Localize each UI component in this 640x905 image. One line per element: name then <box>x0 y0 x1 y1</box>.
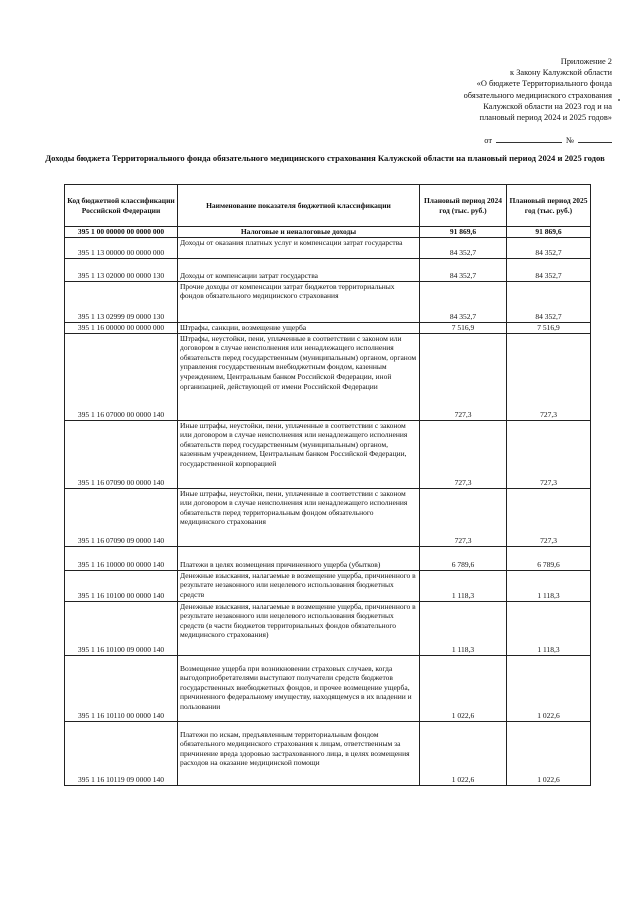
header-code: Код бюджетной классификации Российской Федерации <box>65 185 178 227</box>
row-value-2024: 6 789,6 <box>420 546 507 570</box>
row-code: 395 1 16 10100 09 0000 140 <box>65 601 178 655</box>
row-code: 395 1 16 10110 00 0000 140 <box>65 655 178 721</box>
row-name: Платежи по искам, предъявленным территориальным фондом обязательного медицинского страхования к лицам, ответственным за причинение вреда здоровью застрахованного лица, в целях возмещения расходов на оказание медицинской помощи <box>178 721 420 785</box>
row-value-2025: 91 869,6 <box>507 227 591 238</box>
row-code: 395 1 16 10000 00 0000 140 <box>65 546 178 570</box>
row-name: Иные штрафы, неустойки, пени, уплаченные в соответствии с законом или договором в случае неисполнения или ненадлежащего исполнения обязательств перед территориальным фондом обязательного медицинского страхования <box>178 488 420 546</box>
table-row <box>65 546 591 570</box>
row-value-2025: 7 516,9 <box>507 322 591 333</box>
row-value-2025: 1 022,6 <box>507 655 591 721</box>
row-code: 395 1 16 00000 00 0000 000 <box>65 322 178 333</box>
row-name: Доходы от оказания платных услуг и компенсации затрат государства <box>178 237 420 258</box>
row-name: Платежи в целях возмещения причиненного ущерба (убытков) <box>178 546 420 570</box>
row-code: 395 1 16 07090 09 0000 140 <box>65 488 178 546</box>
row-value-2025: 1 022,6 <box>507 721 591 785</box>
row-value-2024: 91 869,6 <box>420 227 507 238</box>
row-name: Доходы от компенсации затрат государства <box>178 258 420 281</box>
row-name: Налоговые и неналоговые доходы <box>178 227 420 238</box>
row-code: 395 1 16 10100 00 0000 140 <box>65 570 178 601</box>
table-row <box>65 488 591 546</box>
table-row <box>65 420 591 488</box>
table-row <box>65 322 591 333</box>
row-code: 395 1 16 07000 00 0000 140 <box>65 333 178 420</box>
row-value-2025: 727,3 <box>507 333 591 420</box>
table-row <box>65 227 591 238</box>
row-value-2025: 1 118,3 <box>507 601 591 655</box>
table-row <box>65 237 591 258</box>
row-code: 395 1 13 02000 00 0000 130 <box>65 258 178 281</box>
scan-speck <box>618 99 620 101</box>
appendix-line-2: к Закону Калужской области <box>510 68 612 78</box>
appendix-line-5: Калужской области на 2023 год и на <box>483 101 612 111</box>
row-value-2024: 84 352,7 <box>420 258 507 281</box>
row-value-2024: 727,3 <box>420 488 507 546</box>
row-value-2024: 1 022,6 <box>420 721 507 785</box>
row-code: 395 1 13 00000 00 0000 000 <box>65 237 178 258</box>
appendix-line-3: «О бюджете Территориального фонда <box>476 79 612 89</box>
table-row <box>65 601 591 655</box>
appendix-line-1: Приложение 2 <box>560 57 612 66</box>
row-name: Иные штрафы, неустойки, пени, уплаченные в соответствии с законом или договором в случае неисполнения или ненадлежащего исполнения обязательств перед государственным (муниципальным) органом, казенным учреждением, Центральным банком Российской Федерации, государственной корпорацией <box>178 420 420 488</box>
row-value-2025: 84 352,7 <box>507 258 591 281</box>
row-name: Штрафы, неустойки, пени, уплаченные в соответствии с законом или договором в случае неисполнения или ненадлежащего исполнения обязательств перед государственным (муниципальным) органом, органом управления государственным внебюджетным фондом, казенным учреждением, Центральным банком Российской Федерации, иной организацией, действующей от имени Российской Федерации <box>178 333 420 420</box>
table-header-row <box>65 185 591 227</box>
row-value-2024: 84 352,7 <box>420 237 507 258</box>
row-value-2024: 84 352,7 <box>420 281 507 322</box>
revenue-table <box>64 184 591 786</box>
table-row <box>65 333 591 420</box>
date-number-line <box>372 134 612 146</box>
row-name: Прочие доходы от компенсации затрат бюджетов территориальных фондов обязательного медицинского страхования <box>178 281 420 322</box>
row-value-2025: 84 352,7 <box>507 237 591 258</box>
number-blank <box>578 134 612 143</box>
row-name: Штрафы, санкции, возмещение ущерба <box>178 322 420 333</box>
row-value-2024: 7 516,9 <box>420 322 507 333</box>
header-2024: Плановый период 2024 год (тыс. руб.) <box>420 185 507 227</box>
table-row <box>65 570 591 601</box>
document-title: Доходы бюджета Территориального фонда обязательного медицинского страхования Калужской области на плановый период 2024 и 2025 годов <box>45 153 605 163</box>
row-value-2024: 1 118,3 <box>420 601 507 655</box>
number-label: № <box>566 136 574 146</box>
header-name: Наименование показателя бюджетной классификации <box>178 185 420 227</box>
header-2025: Плановый период 2025 год (тыс. руб.) <box>507 185 591 227</box>
row-code: 395 1 13 02999 09 0000 130 <box>65 281 178 322</box>
appendix-block <box>372 56 612 146</box>
row-value-2025: 1 118,3 <box>507 570 591 601</box>
table-row <box>65 721 591 785</box>
row-value-2025: 727,3 <box>507 420 591 488</box>
row-value-2024: 1 118,3 <box>420 570 507 601</box>
row-value-2024: 727,3 <box>420 333 507 420</box>
table-row <box>65 258 591 281</box>
row-code: 395 1 16 07090 00 0000 140 <box>65 420 178 488</box>
row-code: 395 1 00 00000 00 0000 000 <box>65 227 178 238</box>
row-value-2024: 727,3 <box>420 420 507 488</box>
row-name: Денежные взыскания, налагаемые в возмещение ущерба, причиненного в результате незаконного или нецелевого использования бюджетных средств <box>178 570 420 601</box>
row-name: Возмещение ущерба при возникновении страховых случаев, когда выгодоприобретателями выступают получатели средств бюджетов государственных внебюджетных фондов, и прочее возмещение ущерба, причиненного федеральному имуществу, находящемуся в их владении и пользовании <box>178 655 420 721</box>
row-name: Денежные взыскания, налагаемые в возмещение ущерба, причиненного в результате незаконного или нецелевого использования бюджетных средств (в части бюджетов территориальных фондов обязательного медицинского страхования) <box>178 601 420 655</box>
from-label: от <box>484 136 492 146</box>
row-value-2025: 84 352,7 <box>507 281 591 322</box>
table-row <box>65 281 591 322</box>
row-value-2025: 6 789,6 <box>507 546 591 570</box>
appendix-line-6: плановый период 2024 и 2025 годов» <box>479 113 612 123</box>
row-value-2025: 727,3 <box>507 488 591 546</box>
date-blank <box>496 134 562 143</box>
table-row <box>65 655 591 721</box>
row-value-2024: 1 022,6 <box>420 655 507 721</box>
row-code: 395 1 16 10119 09 0000 140 <box>65 721 178 785</box>
appendix-line-4: обязательного медицинского страхования <box>463 90 612 100</box>
